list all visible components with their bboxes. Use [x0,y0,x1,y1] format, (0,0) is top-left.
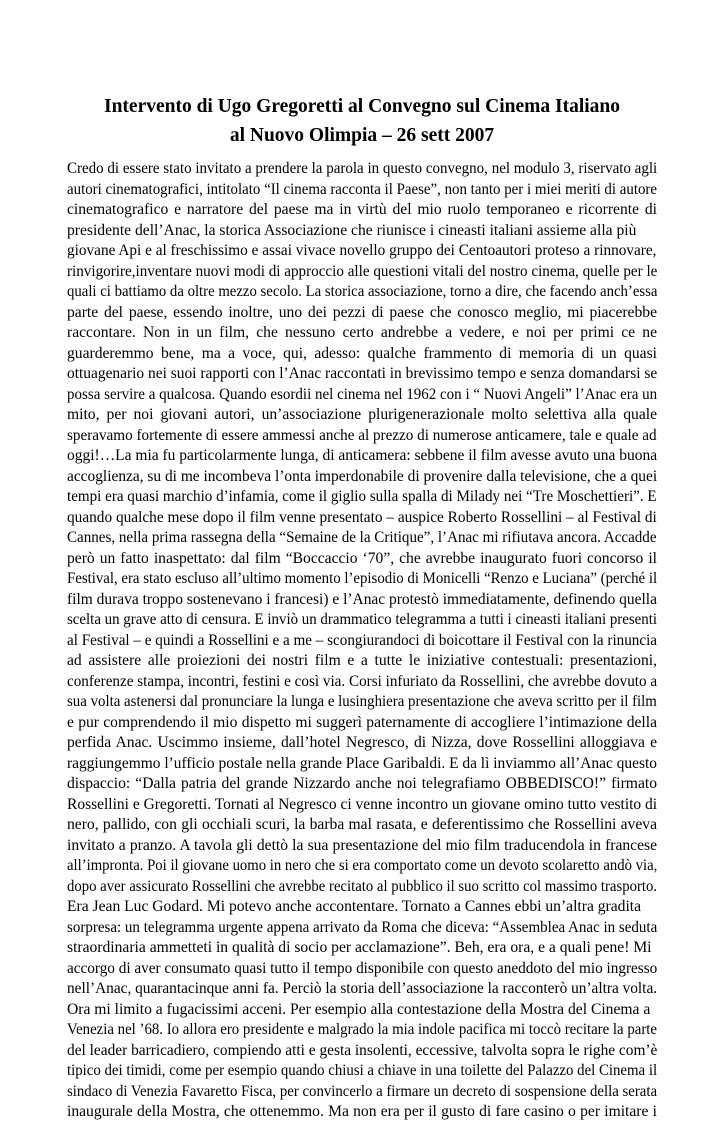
body-line: rinvigorire,inventare nuovi modi di approccio alle questioni vitali del nostro cinema, quelle per le [67,262,658,280]
body-line: cinematografico e narratore del paese ma in virtù del mio ruolo temporaneo e ricorrente di [67,201,657,218]
body-line: però un fatto inaspettato: dal film “Boccaccio ‘70”, che avrebbe inaugurato fuori concorso il [67,549,657,567]
body-line: film durava troppo sostenevano i francesi) e l’Anac protestò immediatamente, definendo quella [67,590,657,608]
body-line: autori cinematografici, intitolato “Il cinema racconta il Paese”, non tanto per i miei meriti di autore [67,180,658,198]
body-line: dispaccio: “Dalla patria del grande Nizzardo anche noi telegrafiamo OBBEDISCO!” firmato [67,775,657,792]
body-line: oggi!…La mia fu particolarmente lunga, di anticamera: sebbene il film avesse avuto una buona [67,447,658,464]
body-line: giovane Api e al freschissimo e assai vivace novello gruppo dei Centoautori proteso a rinnovare, [67,242,657,259]
body-line: guarderemmo bene, ma a voce, qui, adesso: qualche frammento di memoria di un quasi [67,344,657,362]
body-line: sua volta astenersi dal pronunciare la lunga e lusinghiera presentazione che aveva scritto per il film [67,693,657,710]
body-line: raggiungemmo l’ufficio postale nella grande Place Garibaldi. E da lì inviammo all’Anac questo [67,754,657,772]
body-line: Rossellini e Gregoretti. Tornati al Negresco ci venne incontro un giovane omino tutto vestito di [67,795,658,813]
body-line: Festival, era stato escluso all’ultimo momento l’episodio di Monicelli “Renzo e Luciana” (perché il [67,570,658,587]
body-line: tipico dei timidi, come per esempio quando chiusi a chiave in una toilette del Palazzo del Cinema il [67,1062,658,1079]
body-line: nero, pallido, con gli occhiali scuri, la barba mal rasata, e deferentissimo che Rossellini aveva [67,816,657,833]
body-line: accorgo di aver consumato quasi tutto il tempo disponibile con questo aneddoto del mio ingresso [67,959,658,977]
body-line: quali ci battiamo da oltre mezzo secolo. La storica associazione, torno a dire, che facendo anch’essa [67,283,658,300]
body-line: ottuagenario nei suoi rapporti con l’Anac raccontati in brevissimo tempo e senza domandarsi se [67,365,658,382]
document-title-line-2: al Nuovo Olimpia – 26 sett 2007 [229,125,495,146]
document-body-paragraph [67,159,657,1123]
body-line: mito, per noi giovani autori, un’associazione plurigenerazionale molto selettiva alla quale [67,406,657,423]
body-line: ad assistere alle proiezioni dei nostri film e a tutte le iniziative contestuali: presentazioni, [67,652,657,669]
body-line: parte del paese, essendo inoltre, uno dei pezzi di paese che conosco meglio, mi piacerebbe [67,303,657,321]
body-line: sorpresa: un telegramma urgente appena arrivato da Roma che diceva: “Assemblea Anac in seduta [67,918,658,936]
body-line: possa servire a qualcosa. Quando esordii nel cinema nel 1962 con i “ Nuovi Angeli” l’Anac era un [67,385,658,403]
body-line: dopo aver assicurato Rossellini che avrebbe recitato al pubblico il suo scritto col massimo trasporto. [67,877,658,895]
body-line: quando qualche mese dopo il film venne presentato – auspice Roberto Rossellini – al Festival di [67,508,657,526]
body-line: conferenze stampa, incontri, festini e così via. Corsi infuriato da Rossellini, che avrebbe dovuto a [67,672,658,690]
body-line: invitato a pranzo. A tavola gli dettò la sua presentazione del mio film traducendola in francese [67,836,657,854]
body-line: Venezia nel ’68. Io allora ero presidente e malgrado la mia indole pacifica mi toccò recitare la parte [67,1021,657,1038]
body-line: inaugurale della Mostra, che ottenemmo. Ma non era per il gusto di fare casino o per imitare i [67,1103,657,1120]
body-line: del leader barricadiero, compiendo atti e gesta insolenti, eccessive, talvolta sopra le righe com’è [67,1041,658,1059]
body-line: Cannes, nella prima rassegna della “Semaine de la Critique”, l’Anac mi rifiutava ancora. Accadde [67,529,657,546]
body-line: Credo di essere stato invitato a prendere la parola in questo convegno, nel modulo 3, riservato agli [67,160,658,177]
body-line: Era Jean Luc Godard. Mi potevo anche accontentare. Tornato a Cannes ebbi un’altra gradita [67,898,642,915]
body-line: e pur comprendendo il mio dispetto mi suggerì paternamente di accogliere l’intimazione della [67,713,657,731]
document-title-line-1: Intervento di Ugo Gregoretti al Convegno sul Cinema Italiano [103,96,621,117]
body-line: tempi era quasi marchio d’infamia, come il giglio sulla spalla di Milady nei “Tre Moschettieri”. E [67,488,657,505]
body-line: accoglienza, su di me incombeva l’onta imperdonabile di provenire dalla televisione, che a quei [67,467,658,485]
body-line: speravamo fortemente di essere ammessi anche al prezzo di numerose anticamere, tale e quale ad [67,426,657,444]
body-line: Ora mi limito a fugacissimi acceni. Per esempio alla contestazione della Mostra del Cinema a [67,1000,651,1018]
body-line: all’impronta. Poi il giovane uomo in nero che si era comportato come un devoto scolaretto andò via, [67,857,658,874]
body-line: sindaco di Venezia Favaretto Fisca, per convincerlo a firmare un decreto di sospensione della serata [67,1082,658,1100]
body-line: straordinaria ammetteti in qualità di socio per acclamazione”. Beh, era ora, e a quali pene! Mi [67,939,652,956]
body-line: perfida Anac. Uscimmo insieme, dall’hotel Negresco, di Nizza, dove Rossellini alloggiava e [67,734,657,751]
body-line: al Festival – e quindi a Rossellini e a me – scongiurandoci di boicottare il Festival con la rinuncia [67,631,658,649]
body-line: nell’Anac, quarantacinque anni fa. Perciò la storia dell’associazione la racconterò un’altra volta. [67,980,658,997]
body-line: presidente dell’Anac, la storica Associazione che riunisce i cineasti italiani assieme alla più [67,221,637,239]
body-line: raccontare. Non in un film, che nessuno certo andrebbe a vedere, e noi per primi ce ne [67,324,657,341]
body-line: scelta un grave atto di censura. E inviò un drammatico telegramma a tutti i cineasti italiani presenti [67,611,658,628]
